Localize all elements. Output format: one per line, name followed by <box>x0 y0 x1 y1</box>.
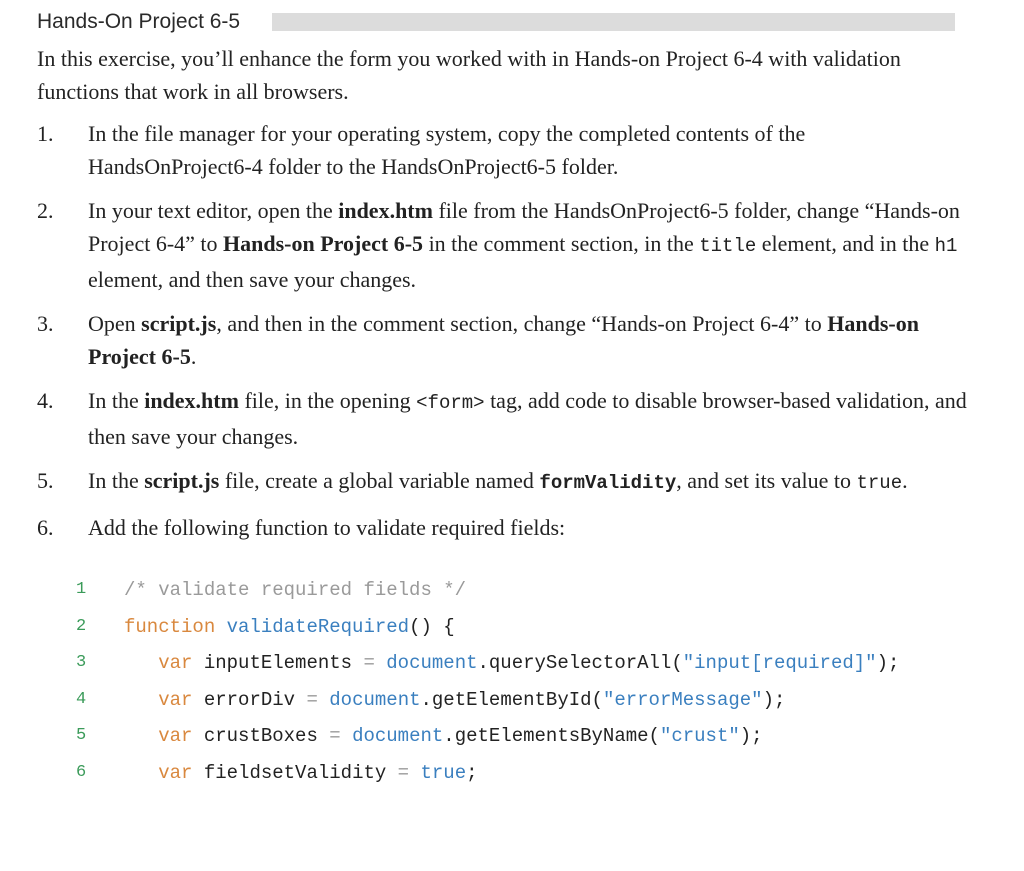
code-keyword: function <box>124 615 216 638</box>
code-string: "errorMessage" <box>602 688 763 711</box>
step-2 <box>37 194 967 296</box>
step-number: 1. <box>37 121 54 146</box>
code-indent <box>124 762 158 784</box>
line-number: 6 <box>76 762 87 782</box>
code-punct: ); <box>762 688 786 711</box>
code-text <box>124 576 466 604</box>
text-run: file, create a global variable named <box>219 468 540 493</box>
step-text <box>88 311 919 369</box>
header-rule-bar <box>272 13 955 31</box>
code-space <box>409 762 420 784</box>
step-text <box>88 388 967 449</box>
code-line-1 <box>68 576 968 613</box>
step-text: Add the following function to validate required fields: <box>88 515 566 540</box>
text-run: Open <box>88 311 142 336</box>
code-line-4 <box>68 686 968 723</box>
step-1 <box>37 117 967 183</box>
code-method: .getElementById( <box>420 688 603 711</box>
code-line-5 <box>68 722 968 759</box>
project-name-bold: Hands-on Project 6-5 <box>88 311 919 369</box>
code-indent <box>124 689 158 711</box>
code-space <box>215 616 226 638</box>
code-punct: ; <box>466 761 478 784</box>
text-run: , and then in the comment section, change “Hands-on Project 6-4” to <box>216 311 828 336</box>
step-6 <box>37 511 967 544</box>
project-name-bold: Hands-on Project 6-5 <box>223 231 424 256</box>
step-5 <box>37 464 967 500</box>
line-number: 4 <box>76 689 87 709</box>
code-punct: ); <box>739 725 763 748</box>
code-keyword: var <box>158 725 193 748</box>
code-line-3 <box>68 649 968 686</box>
step-text <box>88 198 960 292</box>
code-line-2 <box>68 613 968 650</box>
code-text <box>124 759 478 787</box>
line-number: 5 <box>76 726 87 746</box>
code-operator: = <box>397 761 410 784</box>
step-number: 2. <box>37 198 54 223</box>
code-indent <box>124 652 158 674</box>
code-space <box>341 725 352 747</box>
code-h1: h1 <box>934 235 958 257</box>
code-title: title <box>699 235 757 257</box>
text-run: , and set its value to <box>676 468 857 493</box>
code-function-name: validateRequired <box>226 615 410 638</box>
code-method: .getElementsByName( <box>443 725 660 748</box>
project-header <box>37 10 955 36</box>
text-run: . <box>190 344 197 369</box>
code-operator: = <box>363 652 375 675</box>
line-number: 1 <box>76 580 87 599</box>
intro-paragraph: In this exercise, you’ll enhance the form you worked with in Hands-on Project 6-4 with validation functions that work in all browsers. <box>37 46 901 104</box>
code-space <box>318 689 329 711</box>
filename-bold: script.js <box>141 311 217 336</box>
text-run: . <box>902 468 908 493</box>
code-text <box>124 722 763 750</box>
filename-bold: index.htm <box>144 388 239 413</box>
code-text <box>124 686 785 714</box>
code-indent <box>124 725 158 747</box>
code-identifier: crustBoxes <box>192 725 330 748</box>
code-line-6 <box>68 759 968 796</box>
step-number: 4. <box>37 388 54 413</box>
line-number: 2 <box>76 616 87 636</box>
text-run: in the comment section, in the <box>423 231 700 256</box>
filename-bold: script.js <box>144 468 220 493</box>
filename-bold: index.htm <box>338 198 433 223</box>
code-boolean: true <box>420 761 467 784</box>
code-comment: /* validate required fields */ <box>124 579 467 601</box>
code-keyword: var <box>158 652 193 675</box>
step-4 <box>37 384 967 453</box>
code-text <box>124 649 899 677</box>
project-title: Hands-On Project 6-5 <box>37 10 241 33</box>
code-identifier: inputElements <box>192 652 364 675</box>
step-number: 3. <box>37 311 54 336</box>
code-identifier: errorDiv <box>192 688 307 711</box>
code-operator: = <box>306 688 318 711</box>
step-text <box>88 468 908 493</box>
text-run: file from the HandsOnProject6-5 folder, change “Hands-on Project 6-4” to <box>88 198 960 256</box>
step-number: 6. <box>37 515 54 540</box>
code-punct: ); <box>876 652 900 675</box>
code-string: "crust" <box>659 725 740 748</box>
code-keyword: var <box>158 761 193 784</box>
code-true: true <box>856 472 903 494</box>
code-variable-name: formValidity <box>539 472 677 494</box>
step-number: 5. <box>37 468 54 493</box>
code-punct: () { <box>409 615 455 638</box>
code-object: document <box>329 688 421 711</box>
text-run: file, in the opening <box>238 388 417 413</box>
step-3 <box>37 307 967 373</box>
code-string: "input[required]" <box>682 652 877 675</box>
code-space <box>375 652 386 674</box>
text-run: tag, add code to disable browser-based validation, and then save your changes. <box>88 388 967 449</box>
text-run: In your text editor, open the <box>88 198 339 223</box>
steps-list <box>37 117 967 555</box>
step-text: In the file manager for your operating system, copy the completed contents of the HandsOnProject6-4 folder to the HandsOnProject6-5 folder. <box>88 121 806 179</box>
code-listing <box>68 576 968 796</box>
text-run: element, and then save your changes. <box>88 267 417 292</box>
line-number: 3 <box>76 653 87 673</box>
code-operator: = <box>329 725 341 748</box>
text-run: In the <box>88 468 145 493</box>
code-form-tag: <form> <box>416 392 485 414</box>
code-object: document <box>386 652 478 675</box>
code-text <box>124 613 455 641</box>
code-identifier: fieldsetValidity <box>192 761 398 784</box>
text-run: In the <box>88 388 145 413</box>
code-method: .querySelectorAll( <box>477 652 683 675</box>
text-run: element, and in the <box>756 231 935 256</box>
code-object: document <box>352 725 444 748</box>
code-keyword: var <box>158 688 193 711</box>
